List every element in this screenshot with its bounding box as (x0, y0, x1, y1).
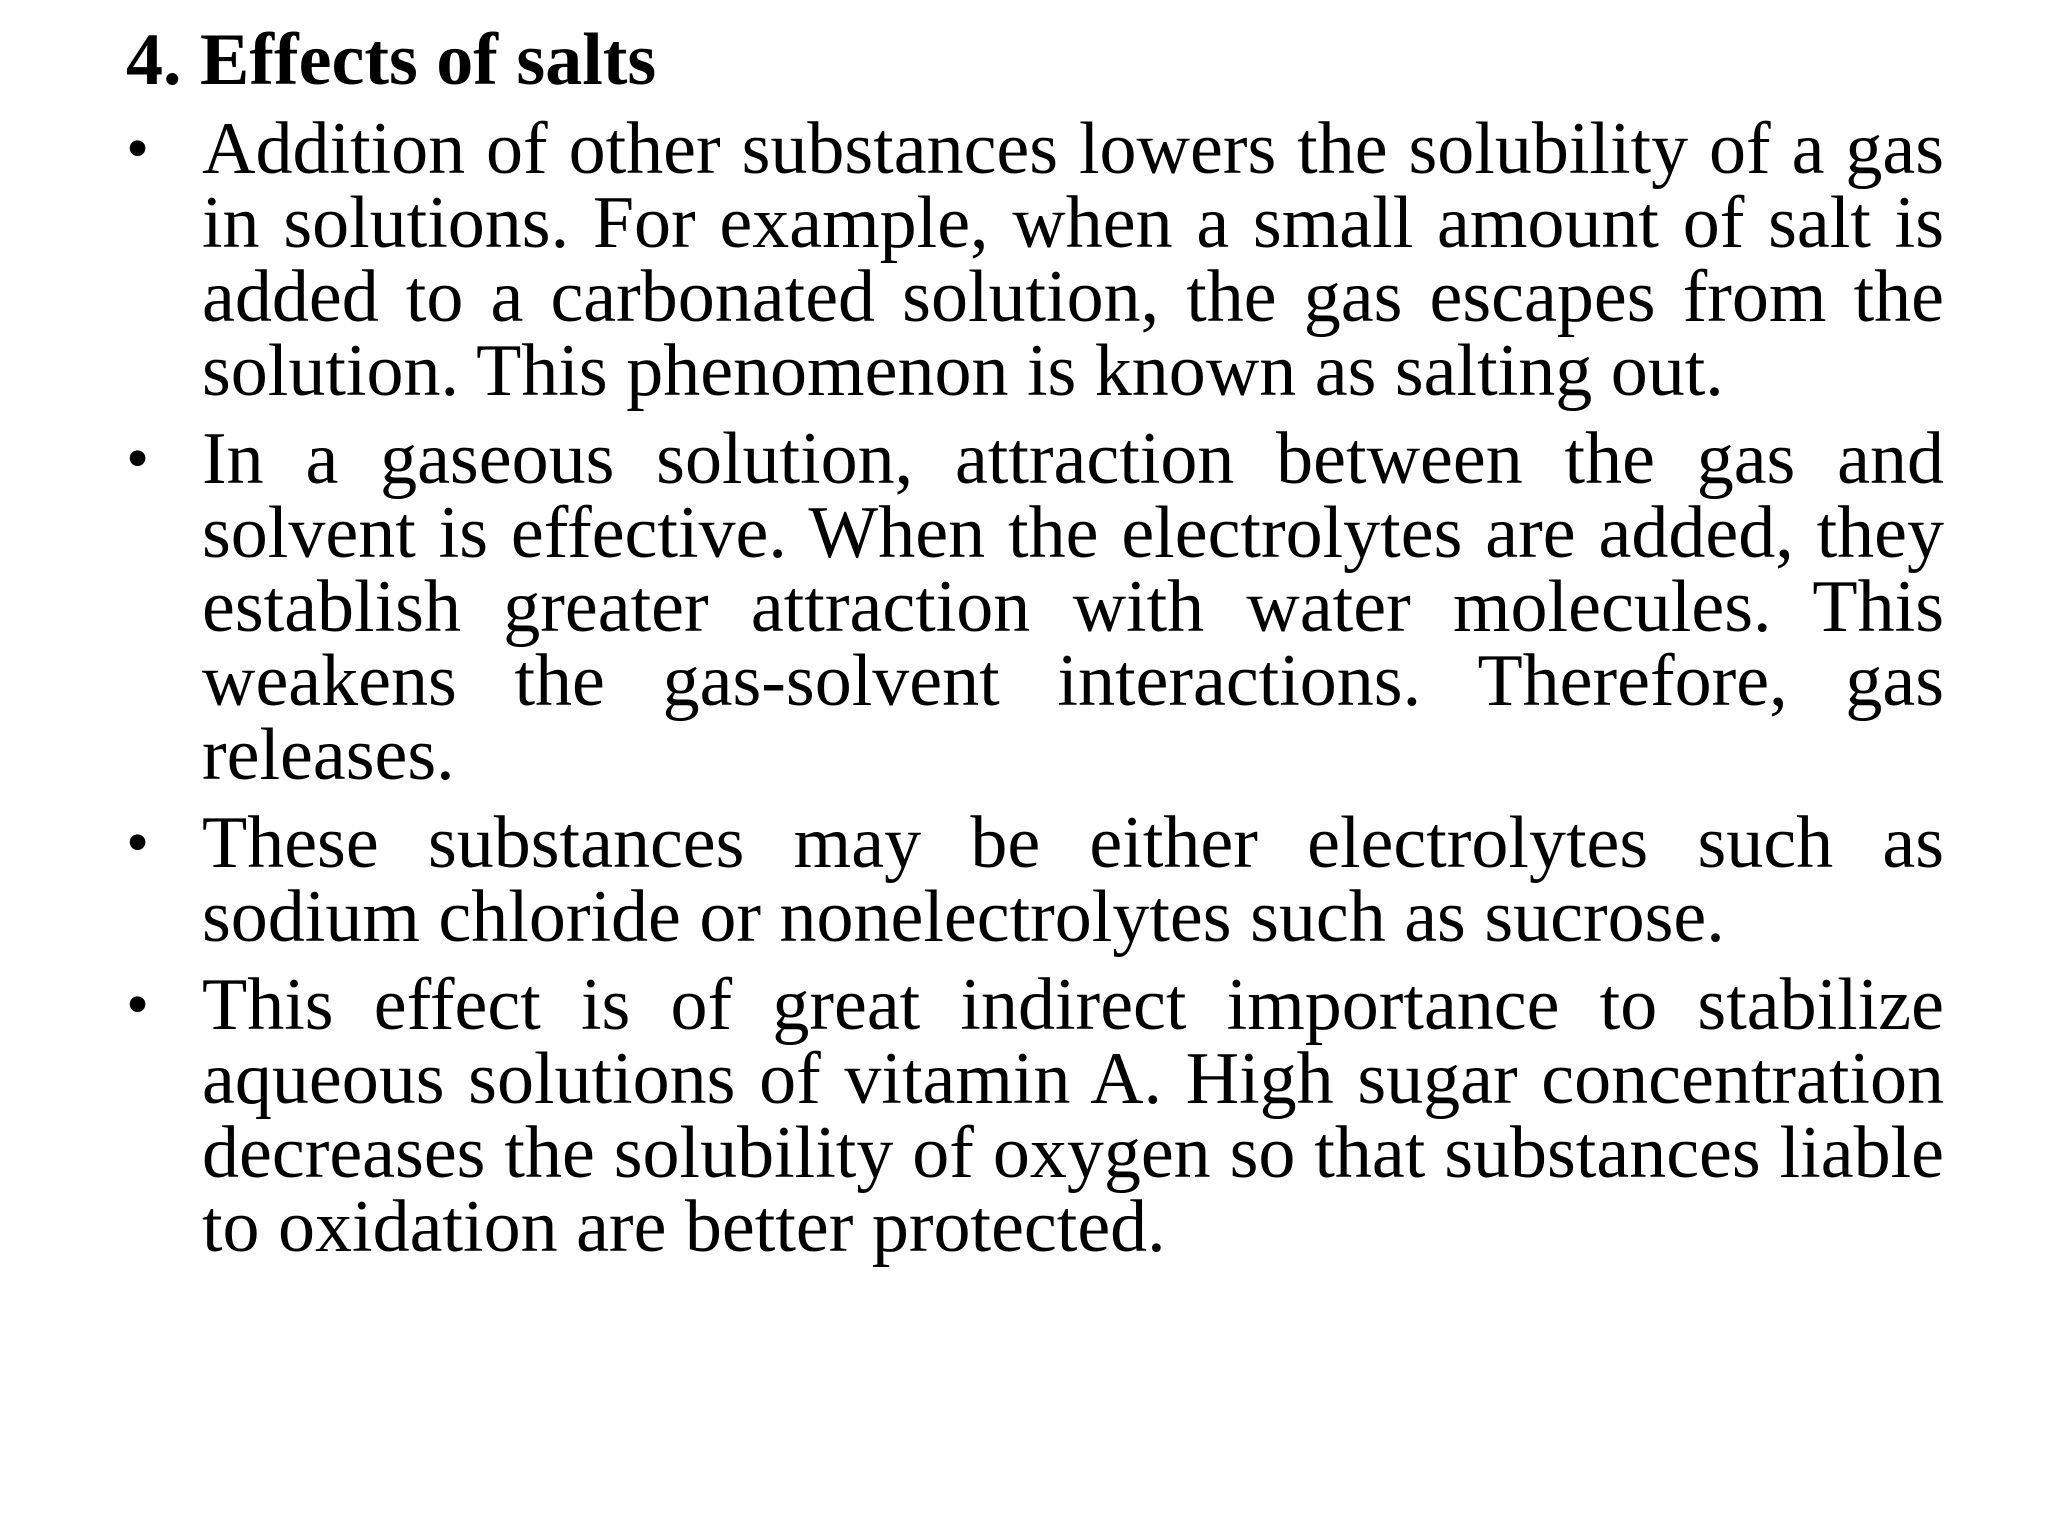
bullet-item (126, 418, 1944, 796)
slide-heading: 4. Effects of salts (126, 19, 657, 101)
bullet-point-icon: • (126, 422, 150, 495)
bullet-text: Addition of other substances lowers the solubility of a gas in solutions. For example, when a small amount of salt is added to a carbonated solution, the gas escapes from the solution. This phenomenon is known as salting out. (202, 108, 1944, 412)
bullet-text: In a gaseous solution, attraction between the gas and solvent is effective. When the electrolytes are added, they establish greater attraction with water molecules. This weakens the gas-solvent interactions. Therefore, gas releases. (202, 418, 1944, 796)
bullet-item (126, 108, 1944, 412)
bullet-text: This effect is of great indirect importance to stabilize aqueous solutions of vitamin A. High sugar concentration decreases the solubility of oxygen so that substances liable to oxidation are better protected. (202, 964, 1944, 1268)
bullet-point-icon: • (126, 112, 150, 185)
bullet-text: These substances may be either electrolytes such as sodium chloride or nonelectrolytes such as sucrose. (202, 802, 1944, 958)
bullet-point-icon: • (126, 968, 150, 1041)
bullet-point-icon: • (126, 806, 150, 879)
bullet-item (126, 964, 1944, 1268)
bullet-item (126, 802, 1944, 958)
bullet-list (126, 108, 1944, 1278)
